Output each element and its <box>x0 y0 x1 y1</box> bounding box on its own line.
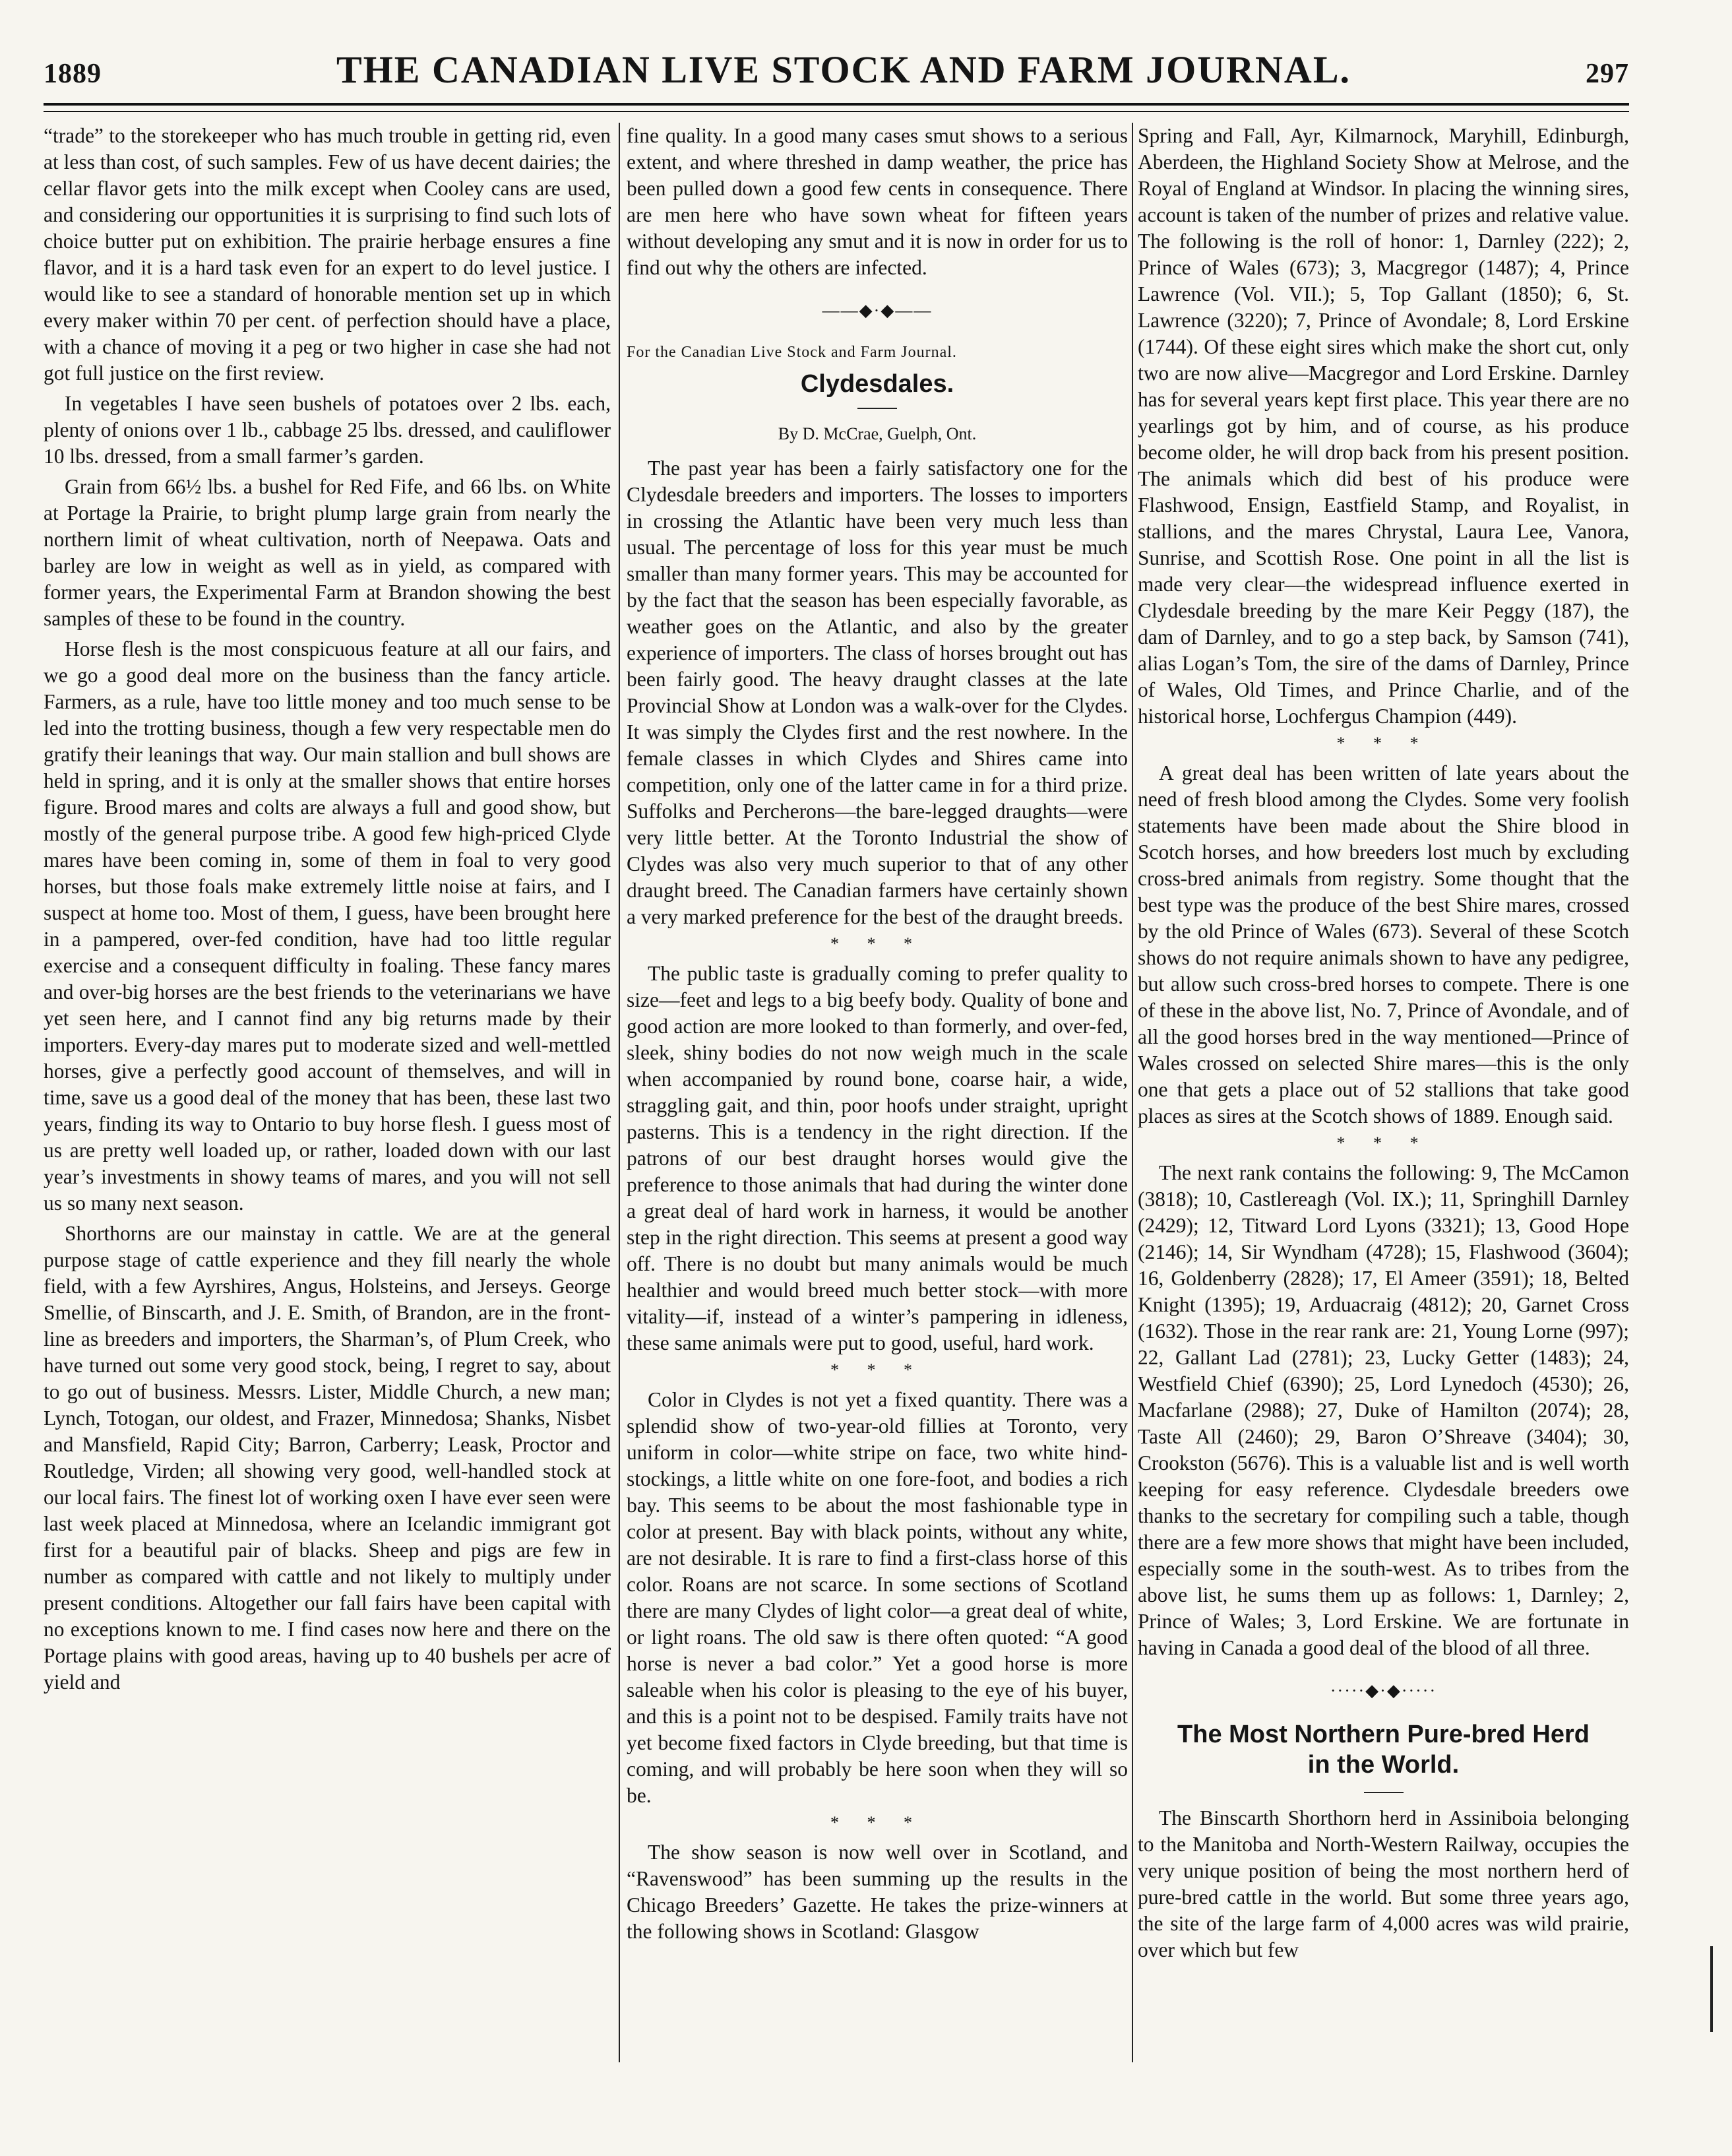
paragraph: The public taste is gradually coming to prefer quality to size—feet and legs to a big beefy body. Quality of bone and good action are more looked to than formerly, and over-fed, sleek, shiny bodies do not now weigh much in the scale when accompanied by round bone, coarse hair, a wide, straggling gait, and thin, poor hoofs under straight, upright pasterns. This is a tendency in the right direction. If the patrons of our best draught horses would give the preference to those animals that had during the winter done a great deal of hard work in harness, it would be another step in the right direction. This seems at present a good way off. There is no doubt but many animals would be much healthier and would breed much better stock—with more vitality—if, instead of a winter’s pampering in idleness, these same animals were put to good, useful, hard work. <box>627 962 1128 1354</box>
paragraph: fine quality. In a good many cases smut shows to a serious extent, and where threshed in damp weather, the price has been pulled down a good few cents in consequence. There are men here who have sown wheat for fifteen years without developing any smut and it is now in order for us to find out why the others are infected. <box>627 124 1128 279</box>
column-divider <box>1132 123 1133 2062</box>
paragraph: A great deal has been written of late years about the need of fresh blood among the Clydes. Some very foolish statements have been made about the Shire blood in Scotch horses, and how breeders lost much by excluding cross-bred animals from registry. Some thought that the best type was the produce of the best Shire mares, crossed by the old Prince of Wales (673). Several of these Scotch shows do not require animals shown to have any pedigree, but allow such cross-bred horses to compete. There is one of these in the above list, No. 7, Prince of Avondale, and of all the good horses bred in the way mentioned—Prince of Wales crossed on selected Shire mares—this is the only one that gets a place out of 52 stallions that take good places as sires at the Scotch shows of 1889. Enough said. <box>1138 761 1629 1127</box>
article-title: Clydesdales. <box>800 370 954 398</box>
paragraph: Color in Clydes is not yet a fixed quantity. There was a splendid show of two-year-old fillies at Toronto, very uniform in color—white stripe on face, two white hind-stockings, a little white on one fore-foot, and bodies a rich bay. This seems to be about the most fashionable type in color at present. Bay with black points, without any white, are not desirable. It is rare to find a first-class horse of this color. Roans are not scarce. In some sections of Scotland there are many Clydes of light color—a great deal of white, or light roans. The old saw is there often quoted: “A good horse is never a bad color.” Yet a good horse is more saleable when his color is pleasing to the eye of his buyer, and this is a point not to be despised. Family traits have not yet become fixed factors in Clyde breeding, but that time is coming, and will probably be here soon when they will so be. <box>627 1388 1128 1807</box>
section-break: * * * <box>1336 1133 1431 1153</box>
paragraph: Spring and Fall, Ayr, Kilmarnock, Maryhill, Edinburgh, Aberdeen, the Highland Society Show at Melrose, and the Royal of England at Windsor. In placing the winning sires, account is taken of the number of prizes and relative value. The following is the roll of honor: 1, Darnley (222); 2, Prince of Wales (673); 3, Macgregor (1487); 4, Prince Lawrence (Vol. VII.); 5, Top Gallant (1850); 6, St. Lawrence (3220); 7, Prince of Avondale; 8, Lord Erskine (1744). Of these eight sires which make the short cut, only two are now alive—Macgregor and Lord Erskine. Darnley has for several years kept first place. This year there are no yearlings got by him, and of course, as his produce become older, he will drop back from his present position. The animals which did best of his produce were Flashwood, Ensign, Eastfield Stamp, and Royalist, in stallions, and the mares Chrystal, Laura Lee, Vanora, Sunrise, and Scottish Rose. One point in all the list is made very clear—the widespread influence exerted in Clydesdale breeding by the mare Keir Peggy (187), the dam of Darnley, and to go a step back, by Samson (741), alias Logan’s Tom, the sire of the dams of Darnley, Prince of Wales, Old Times, and Prince Charlie, and of the historical horse, Lochfergus Champion (449). <box>1138 124 1629 728</box>
section-ornament: ——◆·◆—— <box>822 301 933 320</box>
paragraph: In vegetables I have seen bushels of potatoes over 2 lbs. each, plenty of onions over 1 lb., cabbage 25 lbs. dressed, and cauliflower 10 lbs. dressed, from a small farmer’s garden. <box>44 392 611 468</box>
column-2 <box>627 123 1128 2102</box>
paragraph: The show season is now well over in Scotland, and “Ravenswood” has been summing up the results in the Chicago Breeders’ Gazette. He takes the prize-winners at the following shows in Scotland: Glasgow <box>627 1841 1128 1943</box>
column-3 <box>1138 123 1629 2102</box>
article-byline: By D. McCrae, Guelph, Ont. <box>778 424 977 443</box>
section-break: * * * <box>830 1360 924 1379</box>
column-divider <box>619 123 620 2062</box>
article-title-line: The Most Northern Pure-bred Herd <box>1177 1721 1590 1748</box>
header-rule-thin <box>44 111 1629 112</box>
paragraph: Grain from 66½ lbs. a bushel for Red Fife, and 66 lbs. on White at Portage la Prairie, to bright plump large grain from nearly the northern limit of wheat cultivation, north of Neepawa. Oats and barley are low in weight as well as in yield, as compared with former years, the Experimental Farm at Brandon showing the best samples of these to be found in the country. <box>44 475 611 630</box>
year-folio: 1889 <box>44 59 102 89</box>
header-rule <box>44 103 1629 106</box>
column-1 <box>44 123 611 2102</box>
title-rule <box>1364 1792 1404 1793</box>
journal-title: THE CANADIAN LIVE STOCK AND FARM JOURNAL. <box>336 48 1351 91</box>
title-rule <box>857 408 897 409</box>
section-break: * * * <box>830 1813 924 1832</box>
page-number: 297 <box>1585 59 1629 89</box>
paragraph: “trade” to the storekeeper who has much trouble in getting rid, even at less than cost, of such samples. Few of us have decent dairies; the cellar flavor gets into the milk except when Cooley cans are used, and considering our opportunities it is surprising to find such lots of choice butter put on exhibition. The prairie herbage ensures a fine flavor, and it is a hard task even for an expert to do level justice. I would like to see a standard of honorable mention set up in which every maker within 70 per cent. of perfection should have a place, with a chance of moving it a peg or two higher in case she had not got full justice on the first review. <box>44 124 611 385</box>
article-title <box>1138 1719 1629 1780</box>
section-ornament: ·····◆·◆····· <box>1330 1681 1437 1700</box>
article-kicker: For the Canadian Live Stock and Farm Journal. <box>627 344 957 361</box>
paragraph: The past year has been a fairly satisfactory one for the Clydesdale breeders and importers. The losses to importers in crossing the Atlantic have been very much less than usual. The percentage of loss for this year must be much smaller than many former years. This may be accounted for by the fact that the season has been especially favorable, as weather goes on the Atlantic, and also by the greater experience of importers. The class of horses brought out has been fairly good. The heavy draught classes at the late Provincial Show at London was a walk-over for the Clydes. It was simply the Clydes first and the rest nowhere. In the female classes in which Clydes and Shires came into competition, only one of the latter came in for a third prize. Suffolks and Percherons—the bare-legged draughts—were very little better. At the Toronto Industrial the show of Clydes was also very much superior to that of any other draught breed. The Canadian farmers have certainly shown a very marked preference for the best of the draught breeds. <box>627 457 1128 928</box>
paragraph: Horse flesh is the most conspicuous feature at all our fairs, and we go a good deal more on the business than the fancy article. Farmers, as a rule, have too little money and too much sense to be led into the trotting business, though a few very respectable men do gratify their leanings that way. Our main stallion and bull shows are held in spring, and it is only at the smaller shows that entire horses figure. Brood mares and colts are always a full and good show, but mostly of the general purpose tribe. A good few high-priced Clyde mares have been coming in, some of them in foal to very good horses, but those foals make extremely little noise at fairs, and I suspect at home too. Most of them, I guess, have been brought here in a pampered, over-fed condition, have had too little regular exercise and a consequent difficulty in foaling. These fancy mares and over-big horses are the best friends to the veterinarians we have yet seen here, and I cannot find any big returns made by their importers. Every-day mares put to moderate sized and well-mettled horses, give a perfectly good account of themselves, and will in time, save us a good deal of the money that has been, these last two years, finding its way to Ontario to buy horse flesh. I guess most of us are pretty well loaded up, or rather, loaded down with our last year’s investments in showy teams of mares, and you will not sell us so many next season. <box>44 637 611 1215</box>
paragraph: The next rank contains the following: 9, The McCamon (3818); 10, Castlereagh (Vol. IX.); 11, Springhill Darnley (2429); 12, Titward Lord Lyons (3321); 13, Good Hope (2146); 14, Sir Wyndham (4728); 15, Flashwood (3604); 16, Goldenberry (2828); 17, El Ameer (3591); 18, Belted Knight (1395); 19, Arduacraig (4812); 20, Garnet Cross (1632). Those in the rear rank are: 21, Young Lorne (997); 22, Gallant Lad (2781); 23, Lucky Getter (1483); 24, Westfield Chief (6390); 25, Lord Lynedoch (4530); 26, Macfarlane (2988); 27, Duke of Hamilton (2074); 28, Taste All (2460); 29, Baron O’Shreave (3404); 30, Crookston (5676). This is a valuable list and is well worth keeping for easy reference. Clydesdale breeders owe thanks to the secretary for compiling such a table, though there are a few more shows that might have been included, especially some in the south-west. As to tribes from the above list, he sums them up as follows: 1, Darnley; 2, Prince of Wales; 3, Lord Erskine. We are fortunate in having in Canada a good deal of the blood of all three. <box>1138 1161 1629 1659</box>
margin-mark <box>1708 1946 1715 2032</box>
paragraph: Shorthorns are our mainstay in cattle. We are at the general purpose stage of cattle experience and they fill nearly the whole field, with a few Ayrshires, Angus, Holsteins, and Jerseys. George Smellie, of Binscarth, and J. E. Smith, of Brandon, are in the front-line as breeders and importers, the Sharman’s, of Plum Creek, who have turned out some very good stock, being, I regret to say, about to go out of business. Messrs. Lister, Middle Church, a new man; Lynch, Totogan, our oldest, and Frazer, Minnedosa; Shanks, Nisbet and Mansfield, Rapid City; Barron, Carberry; Leask, Proctor and Routledge, Virden; all showing very good, well-handled stock at our local fairs. The finest lot of working oxen I have ever seen were last week placed at Minnedosa, where an Icelandic immigrant got first for a beautiful pair of blacks. Sheep and pigs are few in number as compared with cattle and not likely to multiply under present conditions. Altogether our fall fairs have been capital with no exceptions known to me. I find cases now here and there on the Portage plains with good areas, having up to 40 bushels per acre of yield and <box>44 1222 611 1694</box>
section-break: * * * <box>830 934 924 953</box>
running-head <box>44 48 1629 100</box>
article-title-line: in the World. <box>1307 1751 1460 1779</box>
paragraph: The Binscarth Shorthorn herd in Assiniboia belonging to the Manitoba and North-Western Railway, occupies the very unique position of being the most northern herd of pure-bred cattle in the world. But some three years ago, the site of the large farm of 4,000 acres was wild prairie, over which but few <box>1138 1806 1629 1961</box>
section-break: * * * <box>1336 734 1431 753</box>
